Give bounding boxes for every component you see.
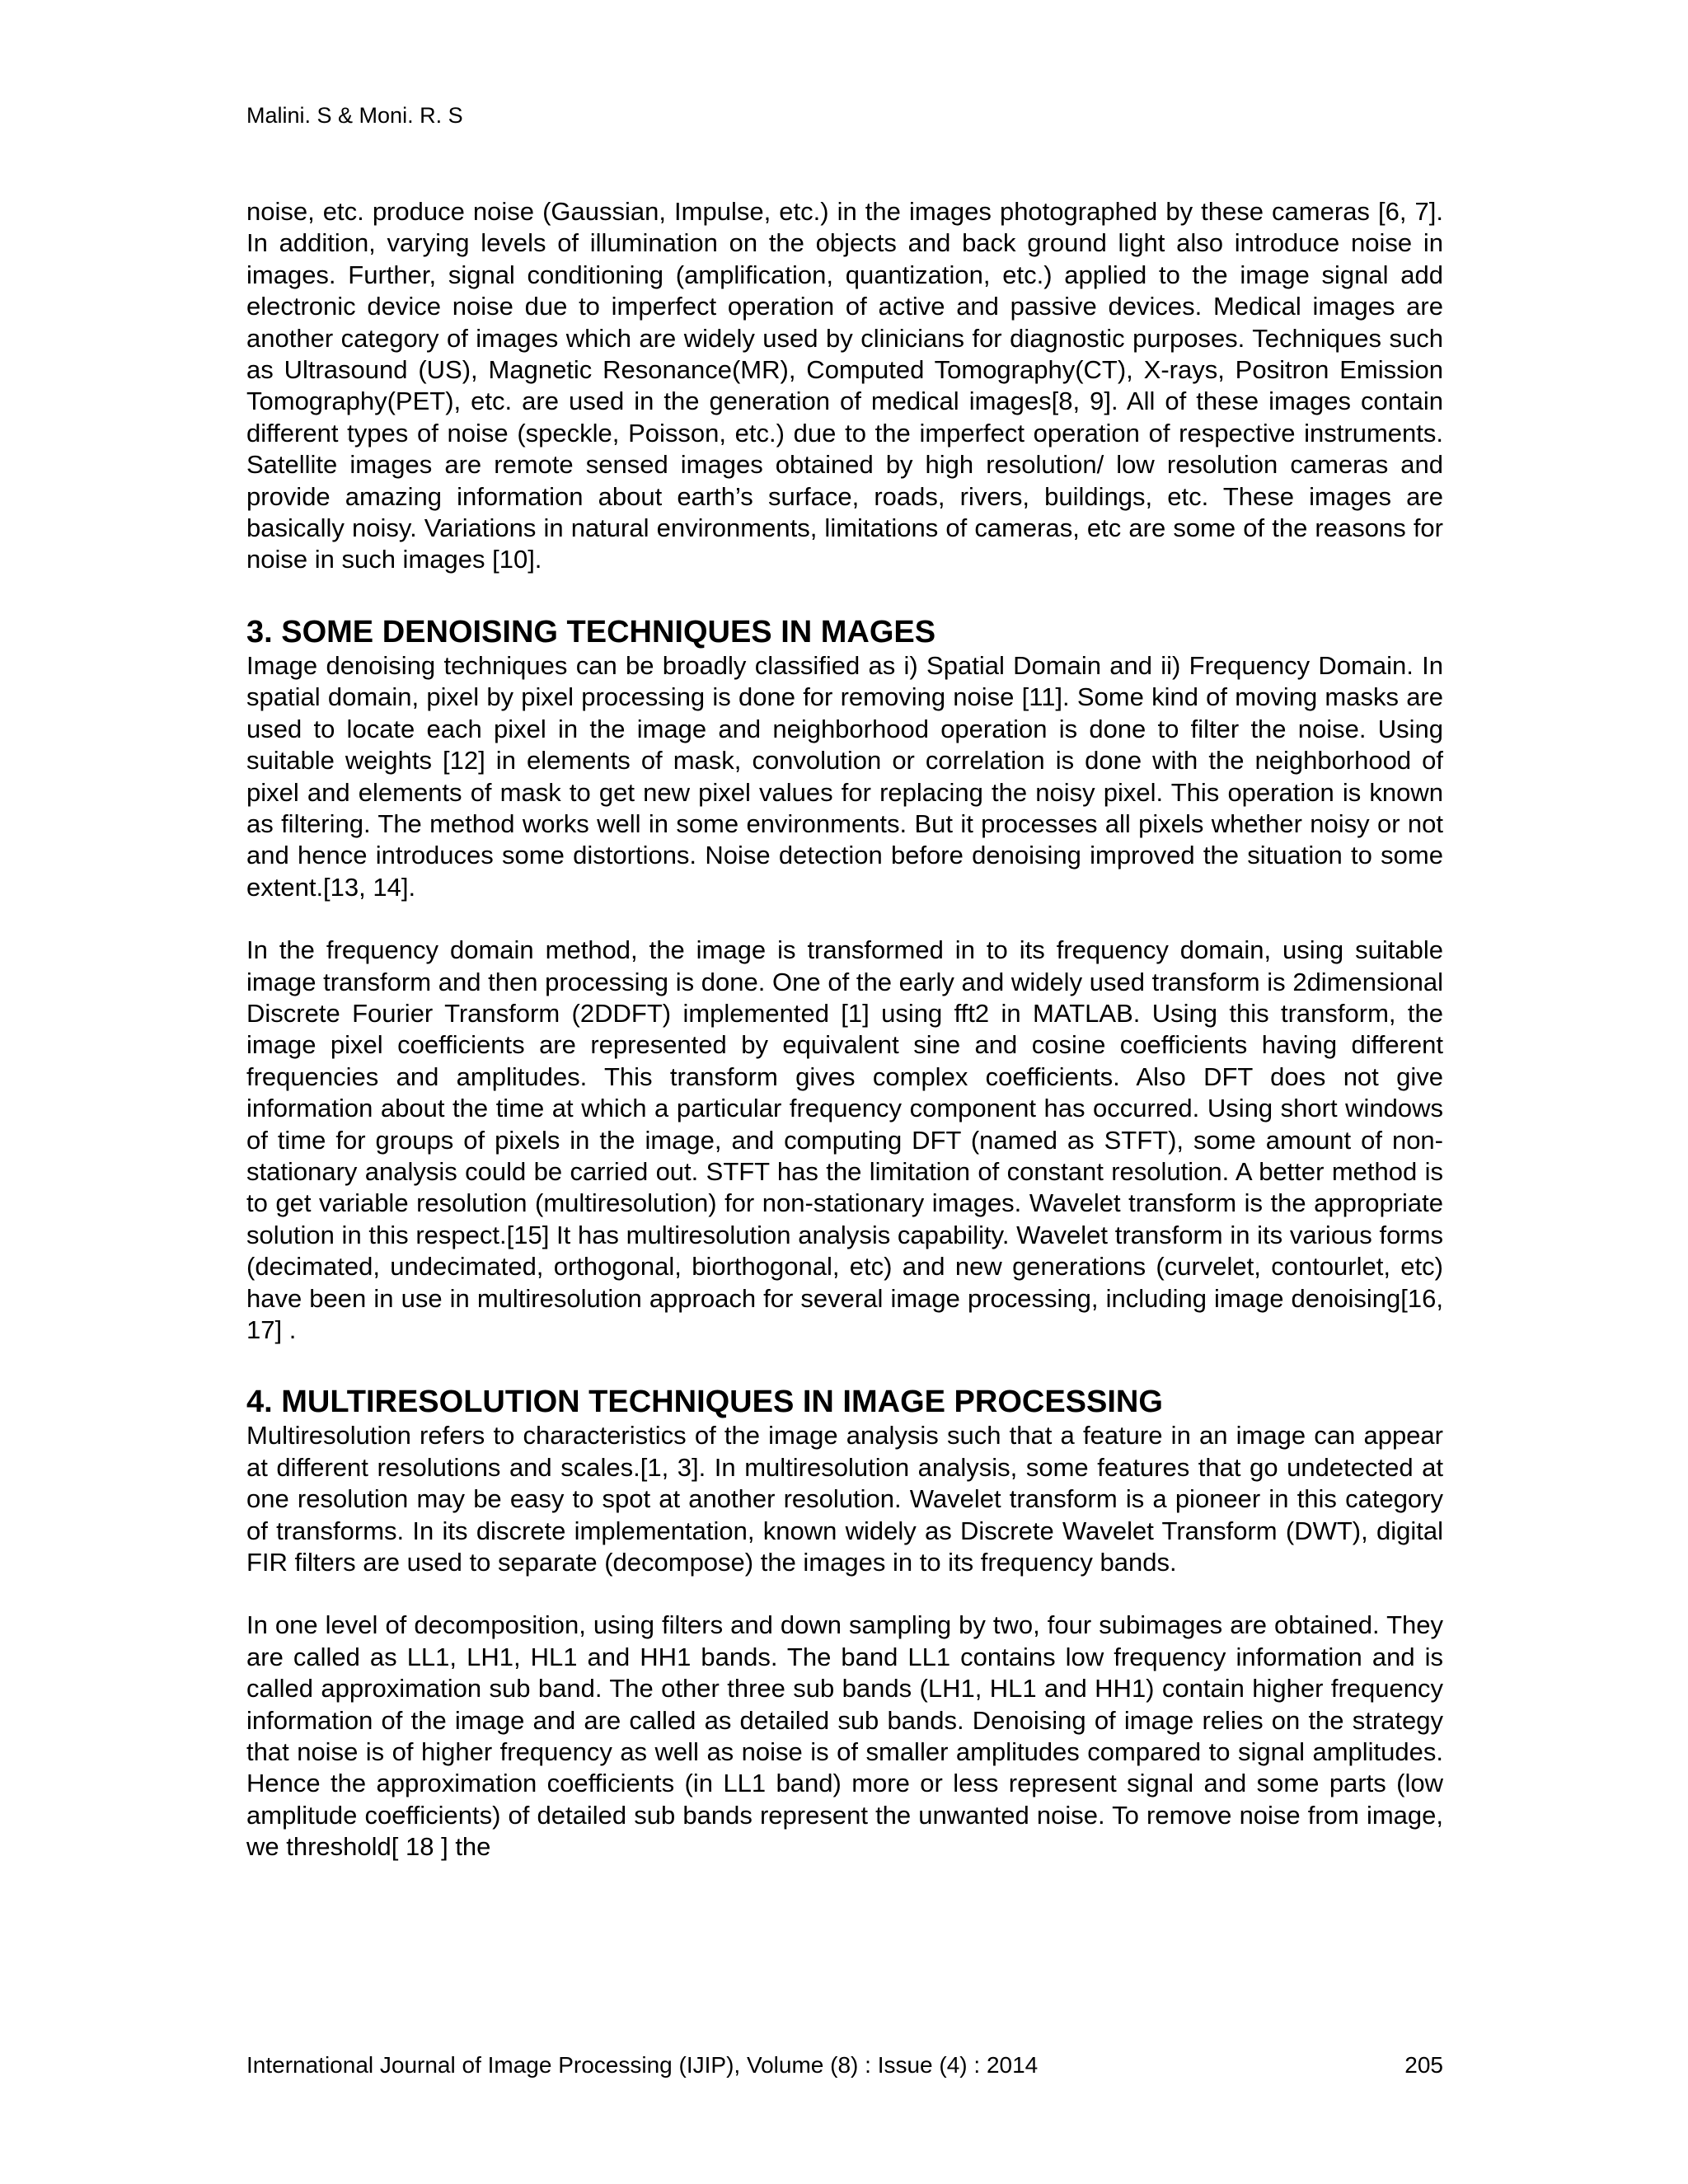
body-content xyxy=(246,196,1443,1863)
section-3-paragraph-2: In the frequency domain method, the image is transformed in to its frequency domain, using suitable image transform and then processing is done. One of the early and widely used transform is 2dimensional Discrete Fourier Transform (2DDFT) implemented [1] using fft2 in MATLAB. Using this transform, the image pixel coefficients are represented by equivalent sine and cosine coefficients having different frequencies and amplitudes. This transform gives complex coefficients. Also DFT does not give information about the time at which a particular frequency component has occurred. Using short windows of time for groups of pixels in the image, and computing DFT (named as STFT), some amount of non- stationary analysis could be carried out. STFT has the limitation of constant resolution. A better method is to get variable resolution (multiresolution) for non-stationary images. Wavelet transform is the appropriate solution in this respect.[15] It has multiresolution analysis capability. Wavelet transform in its various forms (decimated, undecimated, orthogonal, biorthogonal, etc) and new generations (curvelet, contourlet, etc) have been in use in multiresolution approach for several image processing, including image denoising[16, 17] . xyxy=(246,935,1443,1344)
footer-journal-citation: International Journal of Image Processing (IJIP), Volume (8) : Issue (4) : 2014 xyxy=(246,2052,1039,2078)
paragraph-intro: noise, etc. produce noise (Gaussian, Impulse, etc.) in the images photographed by these cameras [6, 7]. In addition, varying levels of illumination on the objects and back ground light also introduce noise in images. Further, signal conditioning (amplification, quantization, etc.) applied to the image signal add electronic device noise due to imperfect operation of active and passive devices. Medical images are another category of images which are widely used by clinicians for diagnostic purposes. Techniques such as Ultrasound (US), Magnetic Resonance(MR), Computed Tomography(CT), X-rays, Positron Emission Tomography(PET), etc. are used in the generation of medical images[8, 9]. All of these images contain different types of noise (speckle, Poisson, etc.) due to the imperfect operation of respective instruments. Satellite images are remote sensed images obtained by high resolution/ low resolution cameras and provide amazing information about earth’s surface, roads, rivers, buildings, etc. These images are basically noisy. Variations in natural environments, limitations of cameras, etc are some of the reasons for noise in such images [10]. xyxy=(246,197,1443,574)
section-4-heading: 4. MULTIRESOLUTION TECHNIQUES IN IMAGE PROCESSING xyxy=(246,1385,1163,1420)
footer-page-number: 205 xyxy=(1404,2052,1443,2078)
section-3-heading: 3. SOME DENOISING TECHNIQUES IN MAGES xyxy=(246,614,936,649)
section-4-paragraph-2: In one level of decomposition, using filters and down sampling by two, four subimages are obtained. They are called as LL1, LH1, HL1 and HH1 bands. The band LL1 contains low frequency information and is called approximation sub band. The other three sub bands (LH1, HL1 and HH1) contain higher frequency information of the image and are called as detailed sub bands. Denoising of image relies on the strategy that noise is of higher frequency as well as noise is of smaller amplitudes compared to signal amplitudes. Hence the approximation coefficients (in LL1 band) more or less represent signal and some parts (low amplitude coefficients) of detailed sub bands represent the unwanted noise. To remove noise from image, we threshold[ 18 ] the xyxy=(246,1610,1443,1862)
running-header-authors: Malini. S & Moni. R. S xyxy=(246,103,463,128)
page-footer xyxy=(246,2051,1443,2079)
section-3-paragraph-1: Image denoising techniques can be broadly classified as i) Spatial Domain and ii) Frequency Domain. In spatial domain, pixel by pixel processing is done for removing noise [11]. Some kind of moving masks are used to locate each pixel in the image and neighborhood operation is done to filter the noise. Using suitable weights [12] in elements of mask, convolution or correlation is done with the neighborhood of pixel and elements of mask to get new pixel values for replacing the noisy pixel. This operation is known as filtering. The method works well in some environments. But it processes all pixels whether noisy or not and hence introduces some distortions. Noise detection before denoising improved the situation to some extent.[13, 14]. xyxy=(246,650,1443,902)
section-4-paragraph-1: Multiresolution refers to characteristics of the image analysis such that a feature in an image can appear at different resolutions and scales.[1, 3]. In multiresolution analysis, some features that go undetected at one resolution may be easy to spot at another resolution. Wavelet transform is a pioneer in this category of transforms. In its discrete implementation, known widely as Discrete Wavelet Transform (DWT), digital FIR filters are used to separate (decompose) the images in to its frequency bands. xyxy=(246,1421,1443,1577)
